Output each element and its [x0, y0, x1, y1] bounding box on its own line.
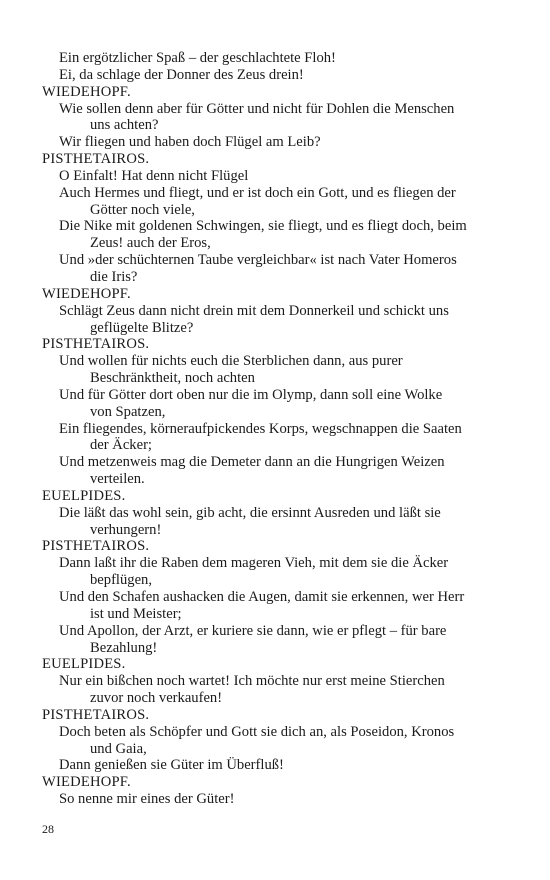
verse-continuation: geflügelte Blitze? [90, 319, 194, 336]
verse-line: Ein fliegendes, körneraufpickendes Korps, wegschnappen die Saaten [59, 420, 462, 437]
verse-continuation: von Spatzen, [90, 403, 166, 420]
verse-continuation: zuvor noch verkaufen! [90, 690, 223, 707]
verse-line: So nenne mir eines der Güter! [59, 791, 235, 808]
page-text [42, 50, 502, 808]
speaker-name: PISTHETAIROS. [42, 538, 150, 555]
verse-line: Und »der schüchternen Taube vergleichbar« ist nach Vater Homeros [59, 252, 457, 269]
verse-continuation: Beschränktheit, noch achten [90, 370, 255, 387]
speaker-name: WIEDEHOPF. [42, 83, 131, 100]
verse-line: Die Nike mit goldenen Schwingen, sie fliegt, und es fliegt doch, beim [59, 218, 467, 235]
verse-continuation: uns achten? [90, 117, 159, 134]
verse-continuation: Götter noch viele, [90, 201, 195, 218]
verse-continuation: Bezahlung! [90, 639, 158, 656]
speaker-name: PISTHETAIROS. [42, 336, 150, 353]
verse-continuation: der Äcker; [90, 437, 152, 454]
verse-line: Schlägt Zeus dann nicht drein mit dem Donnerkeil und schickt uns [59, 302, 449, 319]
speaker-name: EUELPIDES. [42, 487, 126, 504]
page-number: 28 [42, 822, 54, 836]
verse-line: Ein ergötzlicher Spaß – der geschlachtete Floh! [59, 50, 336, 66]
verse-continuation: und Gaia, [90, 740, 147, 757]
verse-continuation: ist und Meister; [90, 605, 182, 622]
verse-line: Und metzenweis mag die Demeter dann an die Hungrigen Weizen [59, 454, 445, 471]
speaker-name: WIEDEHOPF. [42, 774, 131, 791]
verse-continuation: die Iris? [90, 268, 138, 285]
speaker-name: PISTHETAIROS. [42, 706, 150, 723]
verse-line: Und Apollon, der Arzt, er kuriere sie dann, wie er pflegt – für bare [59, 622, 447, 639]
verse-line: Und den Schafen aushacken die Augen, damit sie erkennen, wer Herr [59, 589, 465, 605]
verse-line: Und wollen für nichts euch die Sterblichen dann, aus purer [59, 353, 403, 370]
verse-continuation: Zeus! auch der Eros, [90, 235, 211, 252]
verse-line: Wie sollen denn aber für Götter und nicht für Dohlen die Menschen [59, 100, 455, 117]
verse-continuation: verhungern! [90, 521, 162, 538]
speaker-name: EUELPIDES. [42, 656, 126, 673]
verse-line: Ei, da schlage der Donner des Zeus drein! [59, 66, 304, 83]
verse-line: Dann genießen sie Güter im Überfluß! [59, 757, 284, 774]
verse-line: Dann laßt ihr die Raben dem mageren Vieh, mit dem sie die Äcker [59, 555, 449, 572]
verse-line: Doch beten als Schöpfer und Gott sie dich an, als Poseidon, Kronos [59, 723, 455, 740]
verse-line: Auch Hermes und fliegt, und er ist doch ein Gott, und es fliegen der [59, 184, 456, 201]
speaker-name: WIEDEHOPF. [42, 285, 131, 302]
speaker-name: PISTHETAIROS. [42, 151, 150, 168]
verse-line: Die läßt das wohl sein, gib acht, die ersinnt Ausreden und läßt sie [59, 504, 441, 521]
verse-continuation: verteilen. [90, 471, 145, 488]
verse-line: Wir fliegen und haben doch Flügel am Leib? [59, 134, 321, 151]
verse-line: O Einfalt! Hat denn nicht Flügel [59, 167, 249, 184]
verse-continuation: bepflügen, [90, 572, 153, 589]
verse-line: Und für Götter dort oben nur die im Olymp, dann soll eine Wolke [59, 386, 443, 403]
verse-line: Nur ein bißchen noch wartet! Ich möchte nur erst meine Stierchen [59, 673, 445, 690]
